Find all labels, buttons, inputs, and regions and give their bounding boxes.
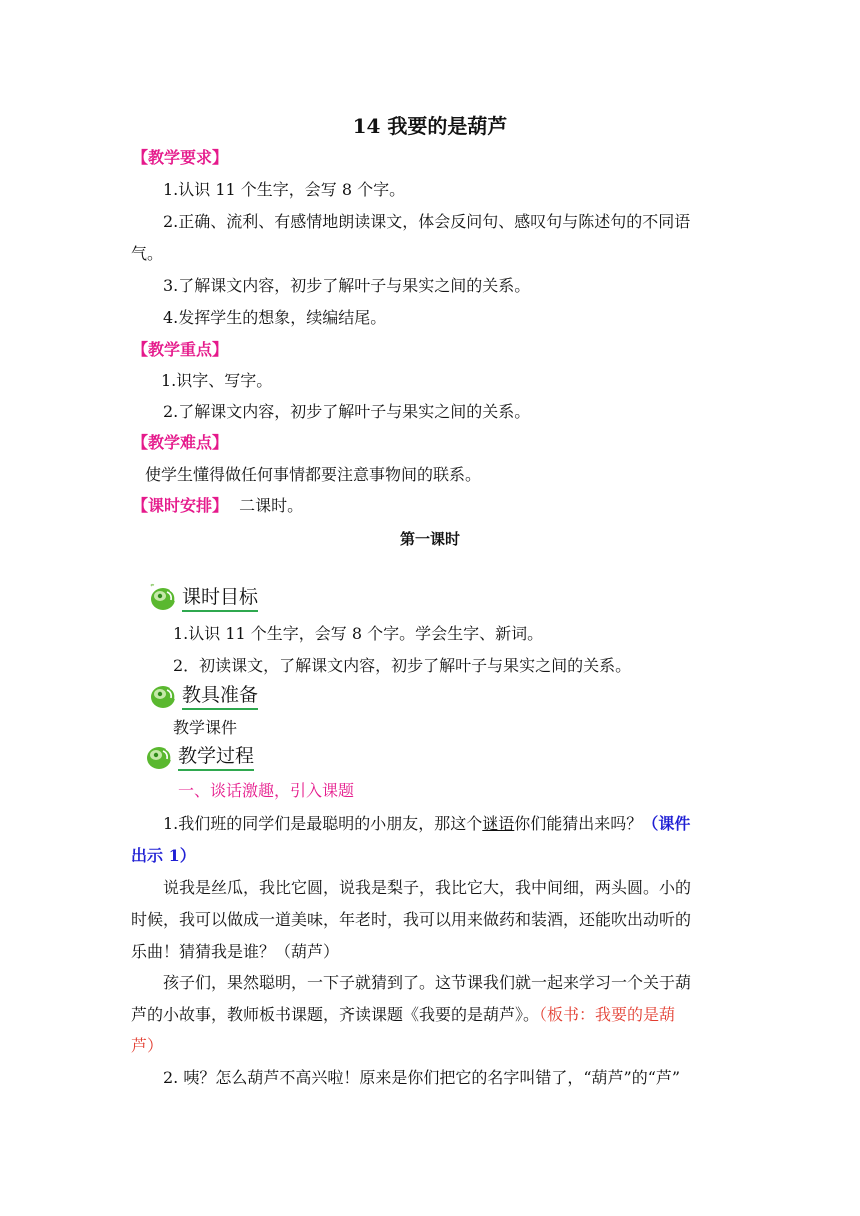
goal-item: 1.认识 11 个生字，会写 8 个字。学会生字、新词。 <box>173 624 544 643</box>
key-points-label: 【教学重点】 <box>132 340 229 359</box>
requirements-label: 【教学要求】 <box>132 148 229 167</box>
riddle-word: 谜语 <box>482 814 515 833</box>
board-note: （板书：我要的是葫 <box>539 1005 676 1024</box>
requirement-item: 2.正确、流利、有感情地朗读课文，体会反问句、感叹句与陈述句的不同语 <box>163 212 691 231</box>
schedule-row <box>132 496 303 516</box>
schedule-text: 二课时。 <box>239 496 304 515</box>
paragraph-line <box>131 1005 675 1025</box>
leaf-icon <box>148 680 178 710</box>
goal-item: 2．初读课文，了解课文内容，初步了解叶子与果实之间的关系。 <box>173 656 632 675</box>
paragraph-line: 2. 咦？怎么葫芦不高兴啦！原来是你们把它的名字叫错了，“葫芦”的“芦” <box>163 1068 681 1087</box>
requirement-item: 1.认识 11 个生字，会写 8 个字。 <box>163 180 406 199</box>
process-heading: 教学过程 <box>178 741 254 771</box>
text-span: 1.我们班的同学们是最聪明的小朋友，那这个 <box>163 814 483 833</box>
courseware-tag: （课件 <box>642 814 691 833</box>
lesson-title: 14 我要的是葫芦 <box>352 114 508 138</box>
paragraph-line: 说我是丝瓜，我比它圆，说我是梨子，我比它大，我中间细，两头圆。小的 <box>163 878 692 897</box>
difficulty-label: 【教学难点】 <box>132 433 229 452</box>
schedule-label: 【课时安排】 <box>132 496 229 515</box>
key-point-item: 1.识字、写字。 <box>161 371 273 390</box>
requirement-item: 3.了解课文内容，初步了解叶子与果实之间的关系。 <box>163 276 531 295</box>
process-heading-row <box>144 741 254 771</box>
key-point-item: 2.了解课文内容，初步了解叶子与果实之间的关系。 <box>163 402 531 421</box>
paragraph-line: 孩子们，果然聪明，一下子就猜到了。这节课我们就一起来学习一个关于葫 <box>163 973 692 992</box>
paragraph-line <box>163 814 690 834</box>
prep-text: 教学课件 <box>173 718 238 737</box>
requirement-item: 4.发挥学生的想象，续编结尾。 <box>163 308 387 327</box>
text-span: 你们能猜出来吗？ <box>514 814 643 833</box>
lesson-heading: 第一课时 <box>399 530 460 548</box>
paragraph-line: 时候，我可以做成一道美味，年老时，我可以用来做药和装酒，还能吹出动听的 <box>131 910 692 929</box>
prep-heading: 教具准备 <box>182 680 258 710</box>
text-span: 芦的小故事，教师板书课题，齐读课题《我要的是葫芦》。 <box>131 1005 540 1024</box>
requirement-item: 气。 <box>131 244 164 263</box>
goal-heading: 课时目标 <box>182 582 258 612</box>
process-subheading: 一、谈话激趣，引入课题 <box>178 781 355 800</box>
goal-heading-row <box>148 582 258 612</box>
paragraph-line: 乐曲！猜猜我是谁？（葫芦） <box>131 942 340 961</box>
difficulty-text: 使学生懂得做任何事情都要注意事物间的联系。 <box>145 465 482 484</box>
leaf-icon <box>148 582 178 612</box>
courseware-tag-continued: 出示 1） <box>131 846 196 865</box>
prep-heading-row <box>148 680 258 710</box>
leaf-icon <box>144 741 174 771</box>
board-note-continued: 芦） <box>131 1036 164 1055</box>
